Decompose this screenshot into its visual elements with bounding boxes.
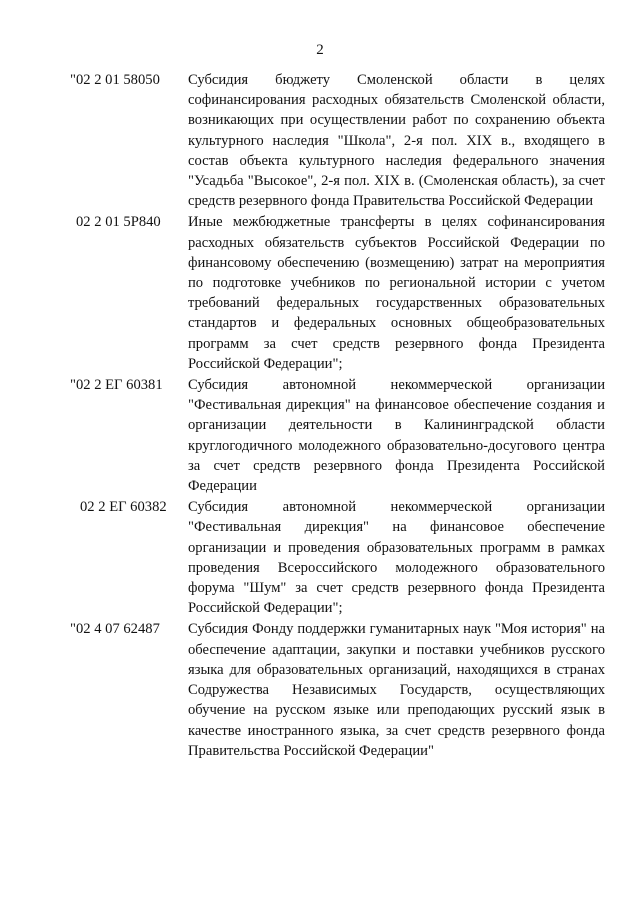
- entry-text: Субсидия Фонду поддержки гуманитарных наук "Моя история" на обеспечение адаптации, закупки и поставки учебников русского языка для образовательных организаций, находящихся в странах Содружества Независимых Государств, осуществляющих обучение на русском языке или преподающих русский язык в качестве иностранного языка, за счет средств резервного фонда Правительства Российской Федерации": [188, 621, 605, 759]
- entry-code: "02 4 07 62487: [70, 621, 160, 638]
- entry-row: [0, 619, 640, 760]
- entry-code: "02 2 ЕГ 60381: [70, 377, 163, 394]
- entry-text: Субсидия бюджету Смоленской области в целях софинансирования расходных обязательств Смоленской области, возникающих при осуществлении работ по сохранению объекта культурного наследия "Школа", 2-я пол. XIX в., входящего в состав объекта культурного наследия федерального значения "Усадьба "Высокое", 2-я пол. XIX в. (Смоленская область), за счет средств резервного фонда Правительства Российской Федерации: [188, 72, 605, 210]
- entry-row: [0, 375, 640, 496]
- entry-code: "02 2 01 58050: [70, 72, 160, 88]
- entry-code: 02 2 ЕГ 60382: [80, 499, 167, 516]
- page-number: 2: [316, 42, 324, 58]
- entry-text: Иные межбюджетные трансферты в целях софинансирования расходных обязательств субъектов Российской Федерации по финансовому обеспечению (возмещению) затрат на мероприятия по подготовке учебников по региональной истории с учетом требований федеральных государственных образовательных стандартов и федеральных основных общеобразовательных программ за счет средств резервного фонда Президента Российской Федерации";: [188, 214, 605, 372]
- entry-code: 02 2 01 5Р840: [76, 214, 161, 231]
- entry-text: Субсидия автономной некоммерческой организации "Фестивальная дирекция" на финансовое обеспечение создания и организации деятельности в Калининградской области круглогодичного молодежного образовательно-досугового центра за счет средств резервного фонда Президента Российской Федерации: [188, 377, 605, 495]
- entry-row: [0, 70, 640, 211]
- entries-list: [0, 70, 640, 762]
- entry-row: [0, 497, 640, 618]
- entry-text: Субсидия автономной некоммерческой организации "Фестивальная дирекция" на финансовое обеспечение организации и проведения образовательных программ в рамках проведения Всероссийского молодежного образовательного форума "Шум" за счет средств резервного фонда Президента Российской Федерации";: [188, 499, 605, 617]
- entry-row: [0, 212, 640, 374]
